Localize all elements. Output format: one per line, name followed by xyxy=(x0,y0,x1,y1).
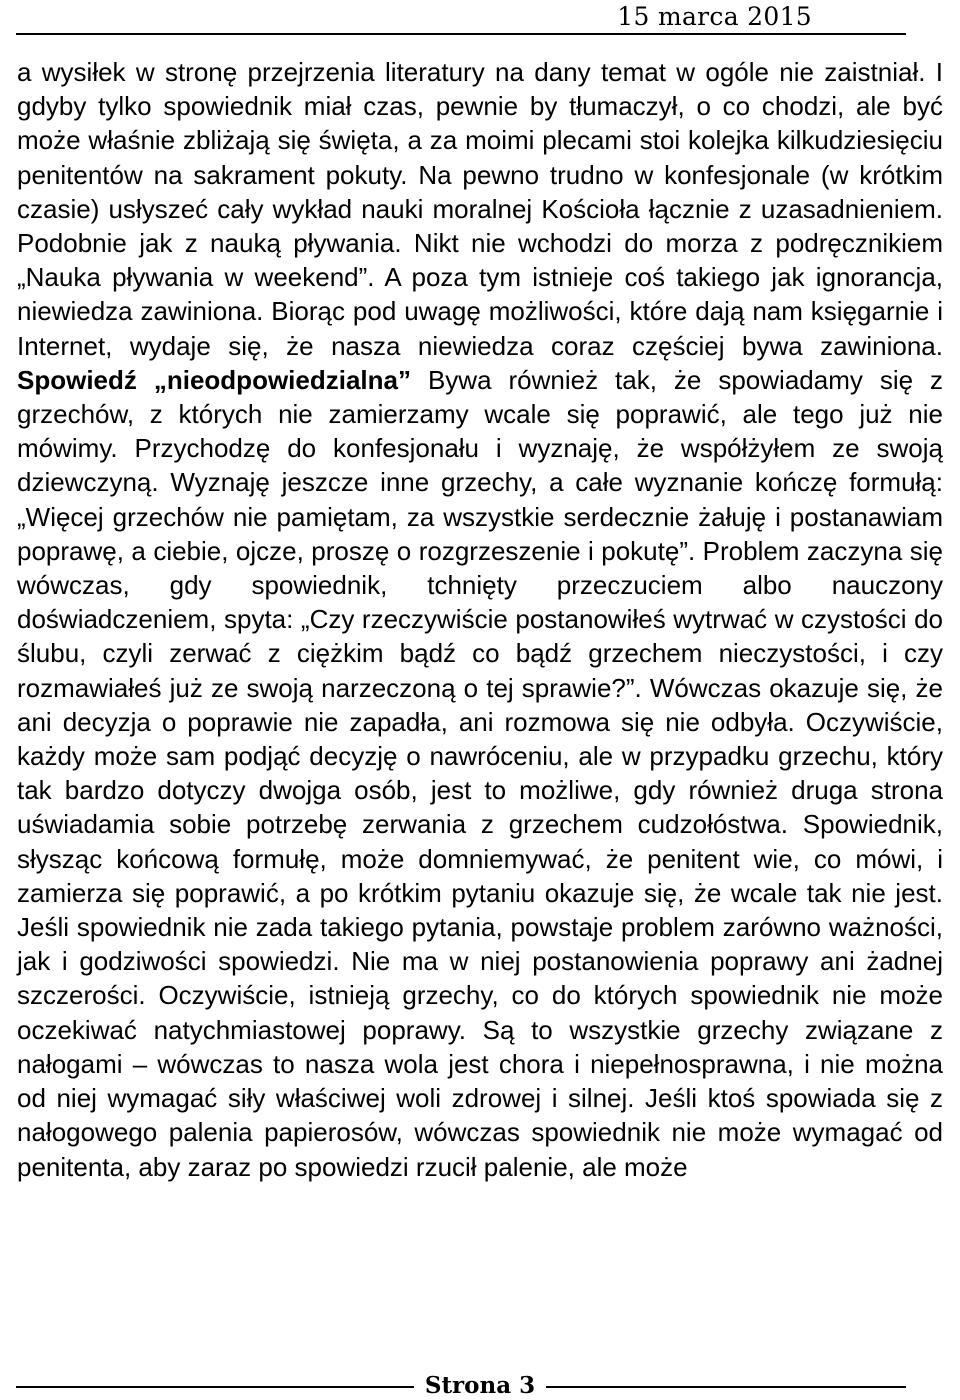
body-text xyxy=(17,55,943,1184)
footer-rule-right xyxy=(546,1386,906,1388)
footer-rule-left xyxy=(16,1386,414,1388)
body-paragraph-part1: a wysiłek w stronę przejrzenia literatury na dany temat w ogóle nie zaistniał. I gdyby tylko spowiednik miał czas, pewnie by tłumaczył, o co chodzi, ale być może właśnie zbliżają się święta, a za moimi plecami stoi kolejka kilkudziesięciu penitentów na sakrament pokuty. Na pewno trudno w konfesjonale (w krótkim czasie) usłyszeć cały wykład nauki moralnej Kościoła łącznie z uzasadnieniem. Podobnie jak z nauką pływania. Nikt nie wchodzi do morza z podręcznikiem „Nauka pływania w weekend”. A poza tym istnieje coś takiego jak ignorancja, niewiedza zawiniona. Biorąc pod uwagę możliwości, które dają nam księgarnie i Internet, wydaje się, że nasza niewiedza coraz częściej bywa zawiniona. xyxy=(17,57,943,361)
header-date: 15 marca 2015 xyxy=(617,2,812,31)
section-heading: Spowiedź „nieodpowiedzialna” xyxy=(17,364,411,395)
page-footer xyxy=(0,1372,960,1400)
body-paragraph-part2: Bywa również tak, że spowiadamy się z grzechów, z których nie zamierzamy wcale się poprawić, ale tego już nie mówimy. Przychodzę do konfesjonału i wyznaję, że współżyłem ze swoją dziewczyną. Wyznaję jeszcze inne grzechy, a całe wyznanie kończę formułą: „Więcej grzechów nie pamiętam, za wszystkie serdecznie żałuję i postanawiam poprawę, a ciebie, ojcze, proszę o rozgrzeszenie i pokutę”. Problem zaczyna się wówczas, gdy spowiednik, tchnięty przeczuciem albo nauczony doświadczeniem, spyta: „Czy rzeczywiście postanowiłeś wytrwać w czystości do ślubu, czyli zerwać z ciężkim bądź co bądź grzechem nieczystości, i czy rozmawiałeś już ze swoją narzeczoną o tej sprawie?”. Wówczas okazuje się, że ani decyzja o poprawie nie zapadła, ani rozmowa się nie odbyła. Oczywiście, każdy może sam podjąć decyzję o nawróceniu, ale w przypadku grzechu, który tak bardzo dotyczy dwojga osób, jest to możliwe, gdy również druga strona uświadamia sobie potrzebę zerwania z grzechem cudzołóstwa. Spowiednik, słysząc końcową formułę, może domniemywać, że penitent wie, co mówi, i zamierza się poprawić, a po krótkim pytaniu okazuje się, że wcale tak nie jest. Jeśli spowiednik nie zada takiego pytania, powstaje problem zarówno ważności, jak i godziwości spowiedzi. Nie ma w niej postanowienia poprawy ani żadnej szczerości. Oczywiście, istnieją grzechy, co do których spowiednik nie może oczekiwać natychmiastowej poprawy. Są to wszystkie grzechy związane z nałogami – wówczas to nasza wola jest chora i niepełnosprawna, i nie można od niej wymagać siły właściwej woli zdrowej i silnej. Jeśli ktoś spowiada się z nałogowego palenia papierosów, wówczas spowiednik nie może wymagać od penitenta, aby zaraz po spowiedzi rzucił palenie, ale może xyxy=(17,364,944,1182)
header-rule xyxy=(16,33,906,35)
page-number: Strona 3 xyxy=(424,1372,536,1399)
